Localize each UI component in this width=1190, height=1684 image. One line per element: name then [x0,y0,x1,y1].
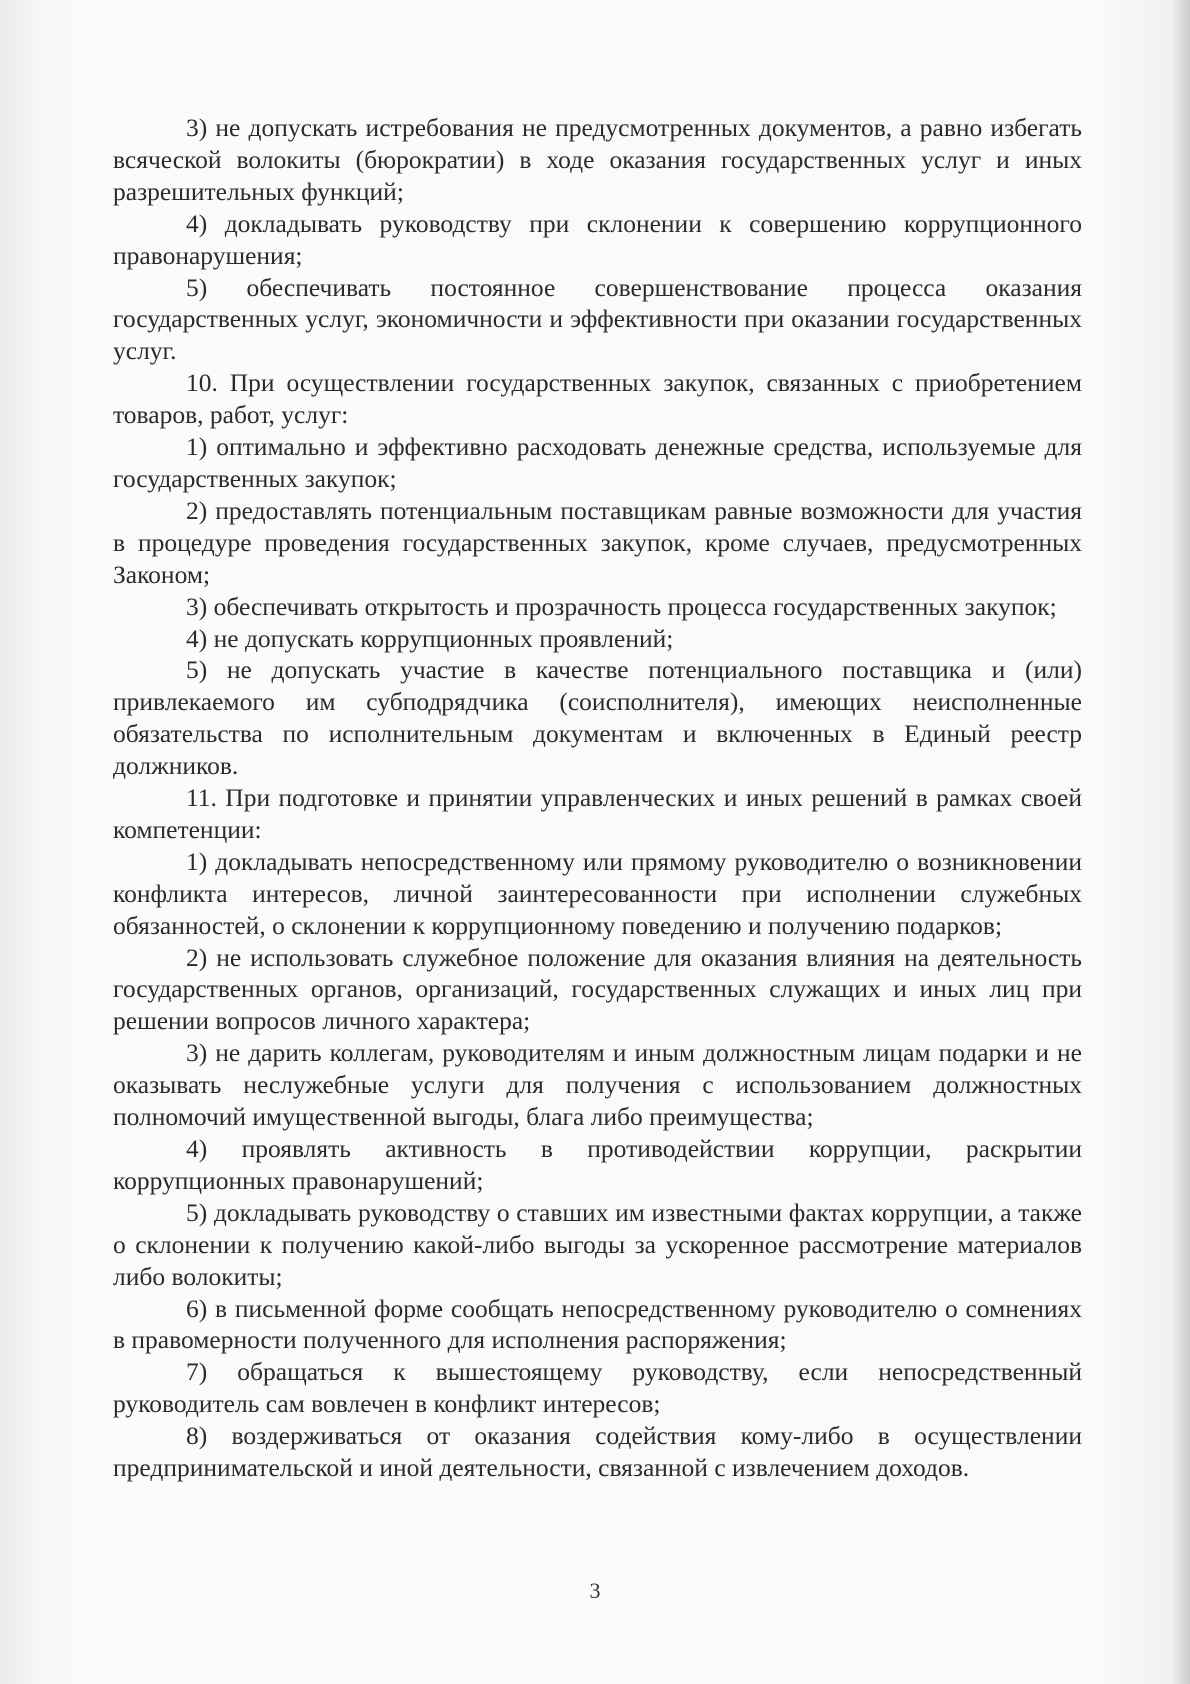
paragraph-5-sovershenstvovanie: 5) обеспечивать постоянное совершенствование процесса оказания государственных услуг, экономичности и эффективности при оказании государственных услуг. [113,272,1082,366]
section-11-item-4: 4) проявлять активность в противодействии коррупции, раскрытии коррупционных правонарушений; [113,1134,1082,1195]
section-11-item-8: 8) воздерживаться от оказания содействия кому-либо в осуществлении предпринимательской и иной деятельности, связанной с извлечением доходов. [113,1421,1082,1483]
document-body [113,112,1082,1484]
page-number: 3 [589,1578,601,1603]
section-11-item-2: 2) не использовать служебное положение для оказания влияния на деятельность государственных органов, организаций, государственных служащих и иных лиц при решении вопросов личного характера; [113,942,1082,1036]
section-10-item-2: 2) предоставлять потенциальным поставщикам равные возможности для участия в процедуре проведения государственных закупок, кроме случаев, предусмотренных Законом; [113,495,1082,589]
section-10-item-4: 4) не допускать коррупционных проявлений; [186,623,674,653]
section-10-item-1: 1) оптимально и эффективно расходовать денежные средства, используемые для государственных закупок; [113,432,1082,493]
section-11-item-1: 1) докладывать непосредственному или прямому руководителю о возникновении конфликта интересов, личной заинтересованности при исполнении служебных обязанностей, о склонении к коррупционному поведению и получению подарков; [113,846,1082,940]
section-10-item-3: 3) обеспечивать открытость и прозрачность процесса государственных закупок; [186,591,1057,621]
section-10-heading: 10. При осуществлении государственных закупок, связанных с приобретением товаров, работ, услуг: [113,368,1082,430]
paragraph-4-dokladyvat: 4) докладывать руководству при склонении к совершению коррупционного правонарушения; [113,208,1082,270]
section-11-item-5: 5) докладывать руководству о ставших им известными фактах коррупции, а также о склонении к получению какой-либо выгоды за ускоренное рассмотрение материалов либо волокиты; [113,1197,1082,1291]
section-11-heading: 11. При подготовке и принятии управленческих и иных решений в рамках своей компетенции: [113,783,1082,844]
section-11-item-3: 3) не дарить коллегам, руководителям и иным должностным лицам подарки и не оказывать неслужебные услуги для получения с использованием должностных полномочий имущественной выгоды, блага либо преимущества; [113,1038,1082,1132]
section-11-item-6: 6) в письменной форме сообщать непосредственному руководителю о сомнениях в правомерности полученного для исполнения распоряжения; [113,1293,1082,1355]
paragraph-3-istrebovanie: 3) не допускать истребования не предусмотренных документов, а равно избегать всяческой волокиты (бюрократии) в ходе оказания государственных услуг и иных разрешительных функций; [113,113,1082,206]
page-edge-shadow [1172,0,1190,1684]
section-10-item-5: 5) не допускать участие в качестве потенциального поставщика и (или) привлекаемого им субподрядчика (соисполнителя), имеющих неисполненные обязательства по исполнительным документам и включенных в Единый реестр должников. [113,655,1082,781]
section-11-item-7: 7) обращаться к вышестоящему руководству, если непосредственный руководитель сам вовлечен в конфликт интересов; [113,1357,1082,1419]
